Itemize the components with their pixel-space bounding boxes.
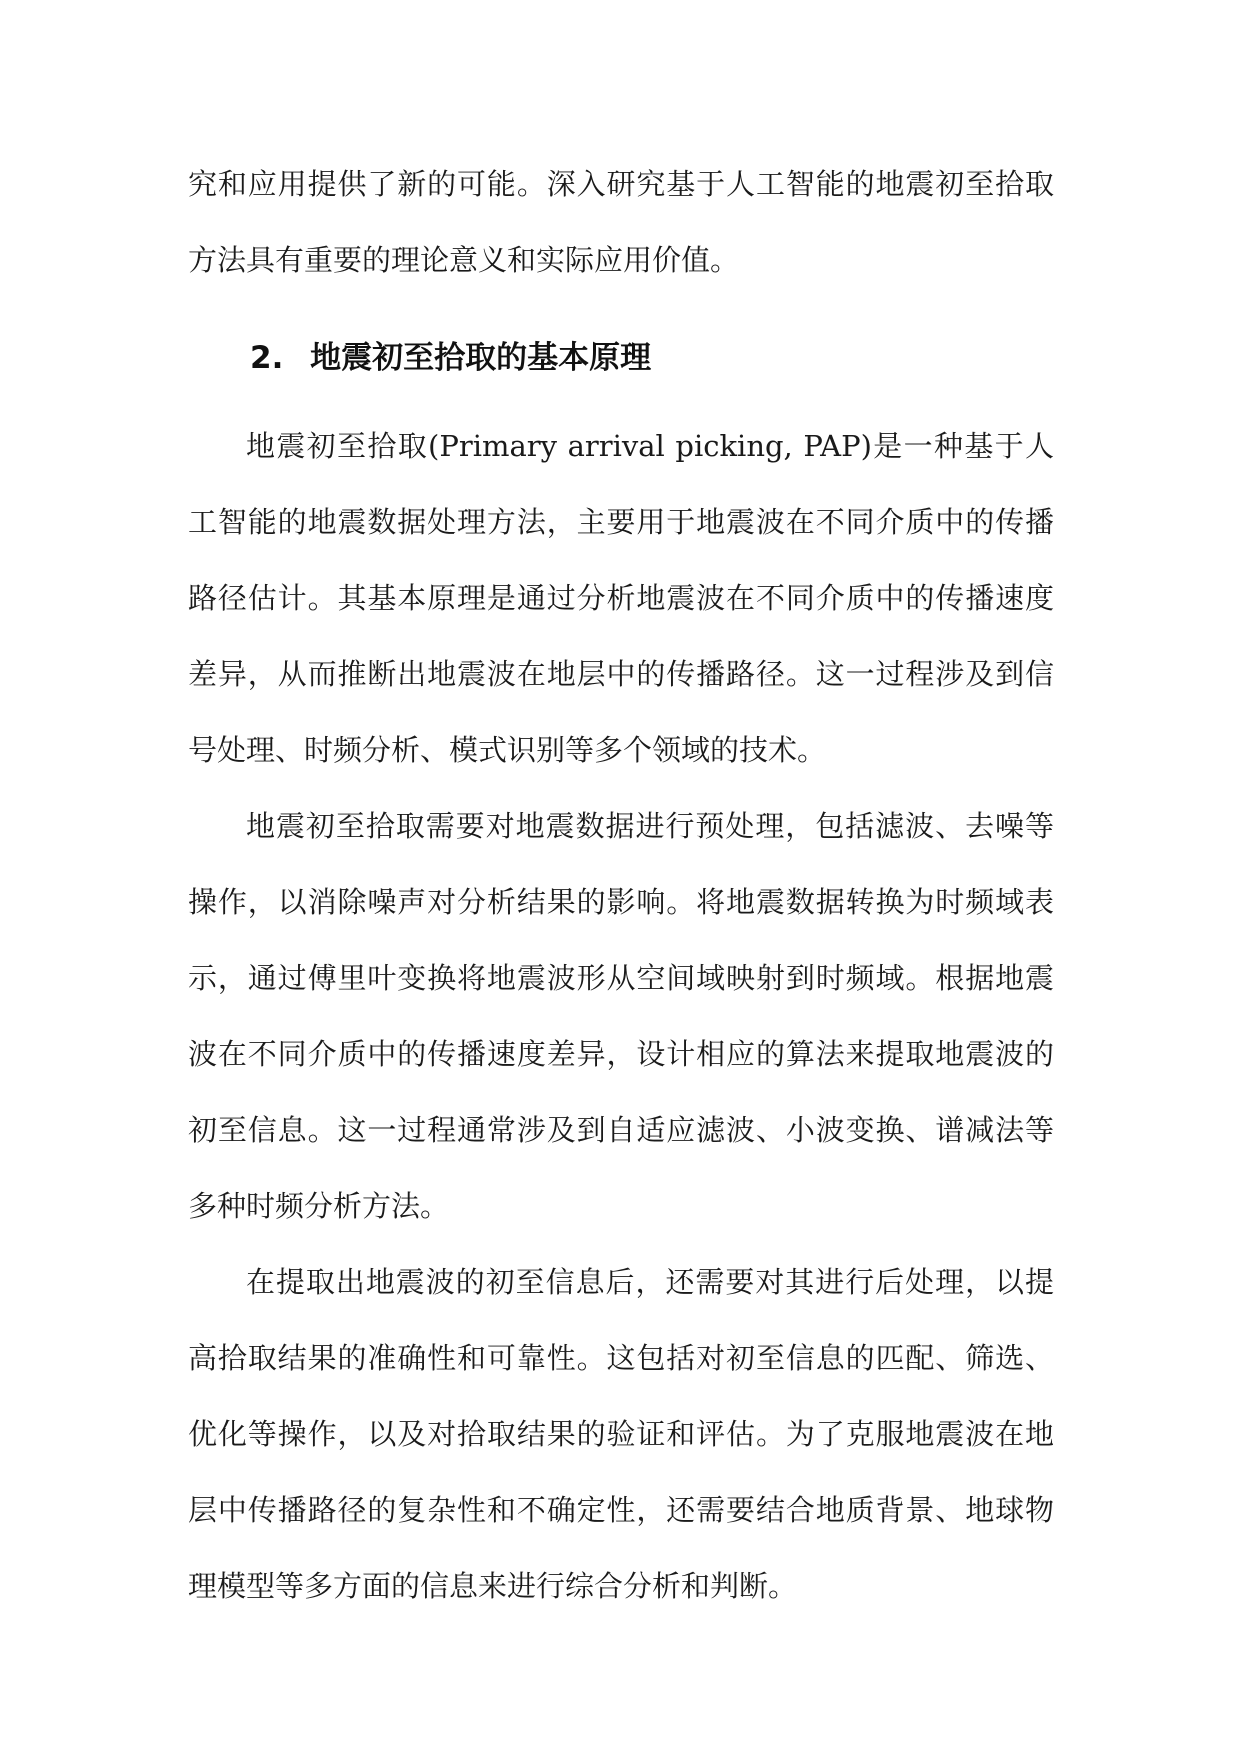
- body-paragraph: 在提取出地震波的初至信息后，还需要对其进行后处理，以提高拾取结果的准确性和可靠性。这包括对初至信息的匹配、筛选、优化等操作，以及对拾取结果的验证和评估。为了克服地震波在地层中传播路径的复杂性和不确定性，还需要结合地质背景、地球物理模型等多方面的信息来进行综合分析和判断。: [188, 1265, 1054, 1603]
- body-paragraph: 地震初至拾取需要对地震数据进行预处理，包括滤波、去噪等操作，以消除噪声对分析结果的影响。将地震数据转换为时频域表示，通过傅里叶变换将地震波形从空间域映射到时频域。根据地震波在不同介质中的传播速度差异，设计相应的算法来提取地震波的初至信息。这一过程通常涉及到自适应滤波、小波变换、谱减法等多种时频分析方法。: [188, 809, 1054, 1223]
- section-heading: [188, 320, 1054, 396]
- document-body: [188, 146, 1054, 1624]
- section-title: 地震初至拾取的基本原理: [310, 340, 652, 376]
- continuation-paragraph: 究和应用提供了新的可能。深入研究基于人工智能的地震初至拾取方法具有重要的理论意义和实际应用价值。: [188, 167, 1054, 277]
- body-paragraph: 地震初至拾取(Primary arrival picking, PAP)是一种基于人工智能的地震数据处理方法，主要用于地震波在不同介质中的传播路径估计。其基本原理是通过分析地震波在不同介质中的传播速度差异，从而推断出地震波在地层中的传播路径。这一过程涉及到信号处理、时频分析、模式识别等多个领域的技术。: [188, 429, 1054, 767]
- section-number: 2.: [250, 340, 284, 376]
